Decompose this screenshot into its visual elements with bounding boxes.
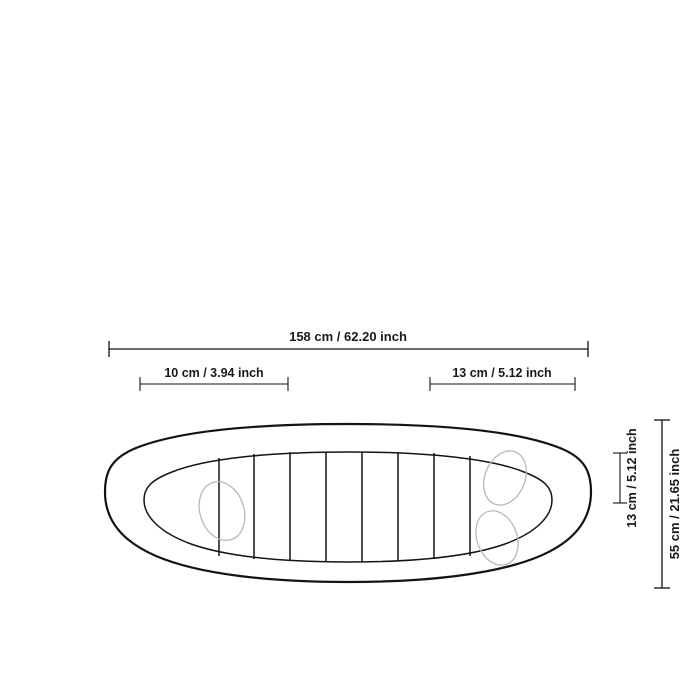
side-height-label: 13 cm / 5.12 inch bbox=[625, 428, 639, 528]
ghost-ellipse-upper-right bbox=[476, 445, 534, 512]
overall-length-label: 158 cm / 62.20 inch bbox=[289, 329, 407, 344]
boat-hull bbox=[105, 424, 591, 582]
left-segment-label: 10 cm / 3.94 inch bbox=[164, 366, 264, 380]
overall-width-dimension bbox=[654, 420, 682, 588]
hull-outer-outline bbox=[105, 424, 591, 582]
overall-length-dimension bbox=[109, 329, 588, 357]
left-segment-dimension bbox=[140, 366, 288, 391]
side-height-dimension bbox=[613, 428, 639, 527]
ghost-ellipse-lower-right bbox=[469, 505, 526, 571]
overall-width-label: 55 cm / 21.65 inch bbox=[667, 448, 682, 560]
ghost-ellipse-left bbox=[192, 476, 252, 547]
hull-inner-outline bbox=[144, 452, 552, 562]
right-segment-label: 13 cm / 5.12 inch bbox=[452, 366, 552, 380]
right-segment-dimension bbox=[430, 366, 575, 391]
